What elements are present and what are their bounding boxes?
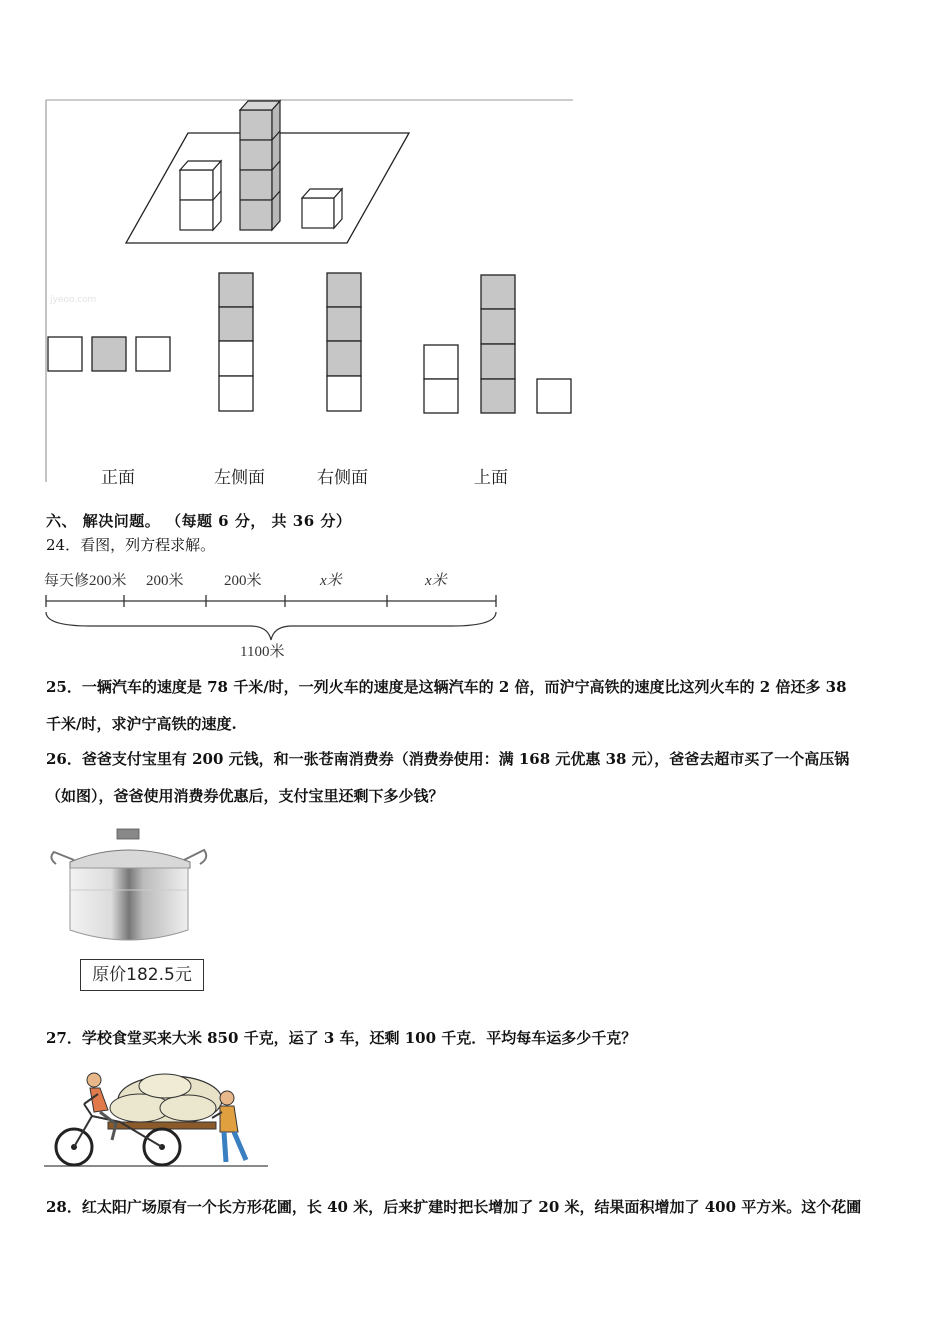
segment-label-2: 200米 bbox=[146, 573, 184, 589]
svg-text:jyeoo.com: jyeoo.com bbox=[50, 295, 97, 305]
q25-line1: 25．一辆汽车的速度是 78 千米/时，一列火车的速度是这辆汽车的 2 倍，而沪宁高铁的速度比这列火车的 2 倍还多 38 bbox=[46, 678, 847, 696]
total-label: 1100米 bbox=[240, 644, 285, 660]
view-label-left: 左侧面 bbox=[214, 468, 265, 488]
q27-text: 27．学校食堂买来大米 850 千克，运了 3 车，还剩 100 千克．平均每车运多少千克？ bbox=[46, 1029, 637, 1047]
q26-line2: （如图），爸爸使用消费券优惠后，支付宝里还剩下多少钱？ bbox=[46, 787, 444, 805]
q28-text: 28．红太阳广场原有一个长方形花圃，长 40 米，后来扩建时把长增加了 20 米，结果面积增加了 400 平方米。这个花圃 bbox=[46, 1198, 862, 1216]
price-label: 原价182.5元 bbox=[80, 959, 204, 991]
view-label-right: 右侧面 bbox=[317, 468, 368, 488]
q25-line2: 千米/时，求沪宁高铁的速度. bbox=[46, 715, 237, 733]
segment-label-4: x米 bbox=[320, 573, 342, 589]
segment-label-3: 200米 bbox=[224, 573, 262, 589]
segment-label-5: x米 bbox=[425, 573, 447, 589]
q26-line1: 26．爸爸支付宝里有 200 元钱，和一张苍南消费券（消费券使用：满 168 元优惠 38 元），爸爸去超市买了一个高压锅 bbox=[46, 750, 850, 768]
q24-text: 24．看图，列方程求解。 bbox=[46, 536, 216, 554]
view-label-top: 上面 bbox=[474, 468, 508, 488]
view-label-front: 正面 bbox=[101, 468, 135, 488]
segment-label-1: 每天修200米 bbox=[44, 573, 127, 589]
section-title: 六、 解决问题。 （每题 6 分， 共 36 分） bbox=[46, 512, 352, 530]
